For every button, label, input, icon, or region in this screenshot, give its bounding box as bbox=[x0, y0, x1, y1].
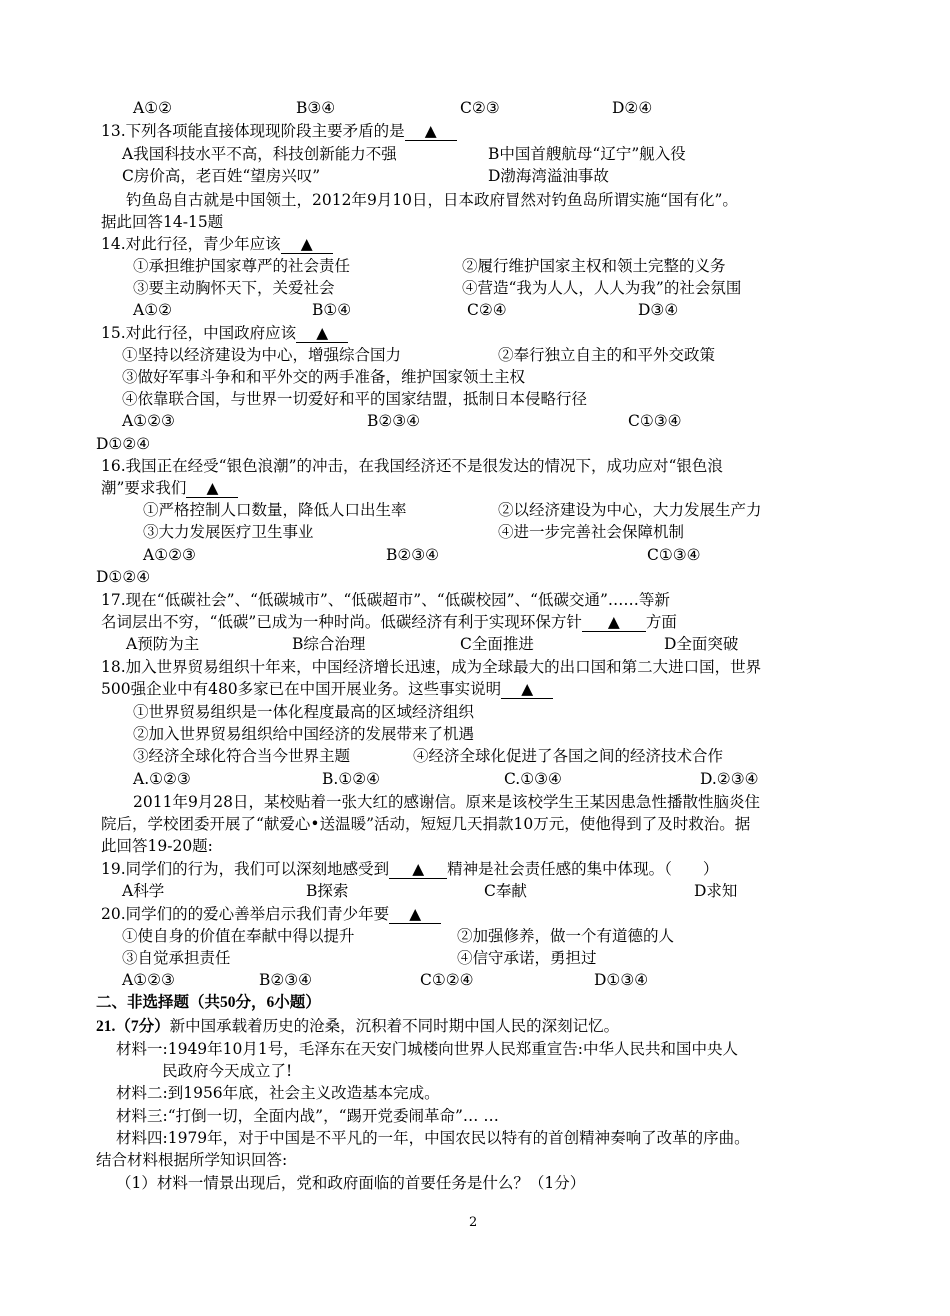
q14-option-a: A①② bbox=[133, 301, 172, 319]
q14-statement-1: ①承担维护国家尊严的社会责任 bbox=[133, 257, 351, 275]
q13-option-a: A我国科技水平不高，科技创新能力不强 bbox=[122, 145, 397, 163]
passage-line: 此回答19-20题: bbox=[101, 837, 213, 855]
q17-stem-line1: 17.现在“低碳社会”、“低碳城市”、“低碳超市”、“低碳校园”、“低碳交通”……等新 bbox=[101, 591, 670, 609]
q14-statement-3: ③要主动胸怀天下，关爱社会 bbox=[133, 279, 335, 297]
q19-option-b: B探索 bbox=[306, 882, 349, 900]
q21-material-3: 材料三:“打倒一切，全面内战”，“踢开党委闹革命”… … bbox=[116, 1107, 499, 1125]
q21-intro: 21.（7分）新中国承载着历史的沧桑，沉积着不同时期中国人民的深刻记忆。 bbox=[96, 1017, 620, 1035]
q14-statement-2: ②履行维护国家主权和领土完整的义务 bbox=[462, 257, 726, 275]
q18-statement-1: ①世界贸易组织是一体化程度最高的区域经济组织 bbox=[133, 703, 475, 721]
q16-stem-line1: 16.我国正在经受“银色浪潮”的冲击，在我国经济还不是很发达的情况下，成功应对“银色浪 bbox=[101, 457, 723, 475]
answer-blank[interactable]: ▲ bbox=[389, 905, 441, 924]
answer-blank[interactable]: ▲ bbox=[501, 680, 553, 699]
page-number: 2 bbox=[469, 1215, 478, 1230]
q15-option-c: C①③④ bbox=[628, 412, 682, 430]
q13-option-d: D渤海湾溢油事故 bbox=[488, 167, 609, 185]
q15-option-a: A①②③ bbox=[122, 412, 175, 430]
q16-statement-1: ①严格控制人口数量，降低人口出生率 bbox=[143, 501, 407, 519]
q12-option-a: A①② bbox=[133, 99, 172, 117]
q16-option-c: C①③④ bbox=[647, 546, 701, 564]
answer-blank[interactable]: ▲ bbox=[582, 613, 646, 632]
q16-option-a: A①②③ bbox=[143, 546, 196, 564]
q16-stem-line2: 潮”要求我们 ▲ bbox=[101, 478, 238, 498]
q14-option-c: C②④ bbox=[467, 301, 507, 319]
q15-statement-3: ③做好军事斗争和和平外交的两手准备，维护国家领土主权 bbox=[122, 368, 526, 386]
q17-option-a: A预防为主 bbox=[126, 635, 200, 653]
q20-statement-4: ④信守承诺，勇担过 bbox=[457, 949, 597, 967]
q15-option-b: B②③④ bbox=[367, 412, 421, 430]
q12-option-c: C②③ bbox=[460, 99, 500, 117]
q18-option-c: C.①③④ bbox=[504, 770, 562, 788]
q16-statement-3: ③大力发展医疗卫生事业 bbox=[143, 523, 314, 541]
q19-option-d: D求知 bbox=[694, 882, 738, 900]
q21-subquestion-1: （1）材料一情景出现后，党和政府面临的首要任务是什么？（1分） bbox=[116, 1174, 586, 1192]
passage-line: 院后，学校团委开展了“献爱心•送温暖”活动，短短几天捐款10万元，使他得到了及时救治。据 bbox=[101, 815, 751, 833]
q21-instruction: 结合材料根据所学知识回答: bbox=[96, 1151, 288, 1169]
q20-option-d: D①③④ bbox=[594, 971, 649, 989]
q15-statement-1: ①坚持以经济建设为中心，增强综合国力 bbox=[122, 346, 402, 364]
q17-stem-line2: 名词层出不穷，“低碳”已成为一种时尚。低碳经济有利于实现环保方针 ▲ 方面 bbox=[101, 613, 677, 631]
section-heading: 二、非选择题（共50分，6小题） bbox=[96, 994, 321, 1011]
q18-option-b: B.①②④ bbox=[322, 770, 381, 788]
q14-stem: 14.对此行径，青少年应该 ▲ bbox=[101, 234, 333, 254]
q20-option-a: A①②③ bbox=[122, 971, 175, 989]
q15-option-d: D①②④ bbox=[96, 435, 151, 453]
passage-line: 据此回答14-15题 bbox=[101, 213, 224, 231]
q21-material-1-cont: 民政府今天成立了! bbox=[162, 1062, 293, 1080]
q18-statement-2: ②加入世界贸易组织给中国经济的发展带来了机遇 bbox=[133, 725, 475, 743]
q19-option-c: C奉献 bbox=[484, 882, 527, 900]
q20-statement-1: ①使自身的价值在奉献中得以提升 bbox=[122, 927, 355, 945]
passage-line: 钓鱼岛自古就是中国领土，2012年9月10日，日本政府冒然对钓鱼岛所谓实施“国有化”。 bbox=[126, 191, 738, 209]
q18-statement-3: ③经济全球化符合当今世界主题 bbox=[133, 747, 351, 765]
q19-stem: 19.同学们的行为，我们可以深刻地感受到 ▲ 精神是社会责任感的集中体现。（ ） bbox=[101, 860, 719, 878]
q21-material-4: 材料四:1979年，对于中国是不平凡的一年，中国农民以特有的首创精神奏响了改革的序曲。 bbox=[116, 1129, 750, 1147]
answer-blank[interactable]: ▲ bbox=[281, 235, 333, 254]
q19-option-a: A科学 bbox=[122, 882, 165, 900]
passage-line: 2011年9月28日，某校贴着一张大红的感谢信。原来是该校学生王某因患急性播散性脑炎住 bbox=[133, 793, 761, 811]
answer-blank[interactable]: ▲ bbox=[405, 122, 457, 141]
q20-option-b: B②③④ bbox=[259, 971, 313, 989]
q15-statement-2: ②奉行独立自主的和平外交政策 bbox=[498, 346, 716, 364]
q16-statement-2: ②以经济建设为中心，大力发展生产力 bbox=[498, 501, 762, 519]
q14-option-d: D③④ bbox=[638, 301, 679, 319]
q18-option-d: D.②③④ bbox=[700, 770, 759, 788]
q21-material-1: 材料一:1949年10月1号，毛泽东在天安门城楼向世界人民郑重宣告:中华人民共和国中央人 bbox=[116, 1040, 738, 1058]
q12-option-d: D②④ bbox=[612, 99, 653, 117]
q16-option-b: B②③④ bbox=[386, 546, 440, 564]
answer-blank[interactable]: ▲ bbox=[389, 860, 447, 879]
q13-option-c: C房价高，老百姓“望房兴叹” bbox=[122, 167, 321, 185]
q20-stem: 20.同学们的的爱心善举启示我们青少年要 ▲ bbox=[101, 904, 441, 924]
q20-statement-3: ③自觉承担责任 bbox=[122, 949, 231, 967]
q13-option-b: B中国首艘航母“辽宁”舰入役 bbox=[488, 145, 686, 163]
q17-option-b: B综合治理 bbox=[292, 635, 366, 653]
q20-statement-2: ②加强修养，做一个有道德的人 bbox=[457, 927, 675, 945]
q18-stem-line1: 18.加入世界贸易组织十年来，中国经济增长迅速，成为全球最大的出口国和第二大进口国，世界 bbox=[101, 658, 762, 676]
q18-stem-line2: 500强企业中有480多家已在中国开展业务。这些事实说明 ▲ bbox=[101, 679, 553, 699]
q13-stem: 13.下列各项能直接体现现阶段主要矛盾的是 ▲ bbox=[101, 121, 457, 141]
q21-material-2: 材料二:到1956年底，社会主义改造基本完成。 bbox=[116, 1084, 440, 1102]
q17-option-d: D全面突破 bbox=[664, 635, 739, 653]
q14-option-b: B①④ bbox=[312, 301, 352, 319]
q20-option-c: C①②④ bbox=[420, 971, 474, 989]
q15-statement-4: ④依靠联合国，与世界一切爱好和平的国家结盟，抵制日本侵略行径 bbox=[122, 390, 588, 408]
q16-statement-4: ④进一步完善社会保障机制 bbox=[498, 523, 685, 541]
q12-option-b: B③④ bbox=[296, 99, 336, 117]
answer-blank[interactable]: ▲ bbox=[296, 324, 348, 343]
q15-stem: 15.对此行径，中国政府应该 ▲ bbox=[101, 323, 348, 343]
q16-option-d: D①②④ bbox=[96, 568, 151, 586]
q17-option-c: C全面推进 bbox=[460, 635, 534, 653]
q14-statement-4: ④营造“我为人人，人人为我”的社会氛围 bbox=[462, 279, 742, 297]
answer-blank[interactable]: ▲ bbox=[186, 479, 238, 498]
q18-statement-4: ④经济全球化促进了各国之间的经济技术合作 bbox=[413, 747, 724, 765]
q18-option-a: A.①②③ bbox=[133, 770, 191, 788]
